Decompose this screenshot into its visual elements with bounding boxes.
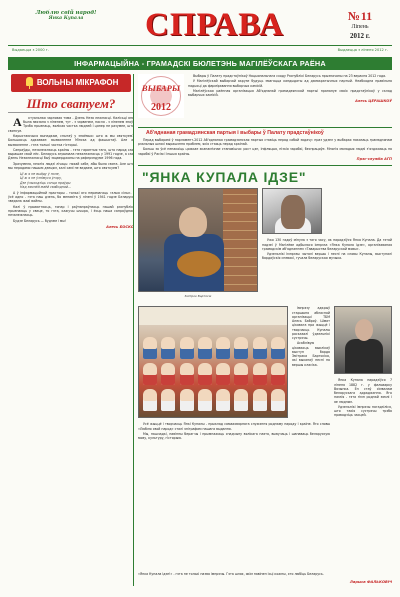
- paragraph: Мы, нашчадкі, павінны берагчы і прымнажаць спадчыну вялікага паэта, вывучаць і шанаваць беларускую мову, культуру, гісторыю.: [138, 431, 330, 441]
- masthead: [8, 6, 392, 56]
- issue-month: Ліпень: [351, 24, 369, 31]
- portrait-face: [281, 195, 305, 229]
- paragraph: Выбары ў Палату прадстаўнікоў Нацыянальнага сходу Рэспублікі Беларусь прызначаны на 23 верасня 2012 года.: [193, 74, 387, 78]
- photo-speaker: [334, 306, 392, 374]
- paragraph: А ў інфармацыйнай прасторы - толькі яго перамагаць «злыя сілы». І ўсё адно - гэта наш дзень, бо менавіта ў ліпені ў 1941 годзе Беларусь зведала жахі вайны.: [8, 190, 134, 204]
- paragraph: Янка Купала нарадзіўся 7 ліпеня 1882 г. у фальварку Вязынка. Ён стаў сімвалам беларускага адраджэння. Яго паэзія - гэта гімн роднай зямлі і яе людзям.: [334, 378, 392, 404]
- speaker-head: [355, 319, 373, 341]
- photo-audience: [138, 306, 288, 418]
- author-signature: Алесь БОСКО: [106, 224, 134, 229]
- section-divider: [138, 127, 392, 128]
- paragraph: Сапраўды, незалежнасць краіны - гэта гарантыя таго, што народ сам вырашае свой лёс. Беларусь атрымала незалежнасць у 1991 годзе, а сам Дзень Незалежнасці быў зацверджаны на рэферэндуме 1996 года.: [8, 147, 134, 161]
- motto: [18, 10, 114, 21]
- issue-info: [338, 8, 382, 41]
- paragraph: ктуальная чарговая тэма - Дзень Неза лежнасці. Калісьці яна была звязана з ліпенем, тут - з чэрвенем, пасля - з ліпенем зноў. Трэба прызнаць, вялікая частка людзей і цяпер не разумее, што святкуе.: [8, 116, 134, 133]
- paragraph: Перад выбарамі ў парламент-2012 Аб'яднаная грамадзянская партыя ставіць перад сабой задачу: праз удзел у выбарах паказаць грамадзянам рэальныя шляхі вырашэння праблем, якія стаяць перад краінай.: [138, 137, 392, 147]
- column-divider: [133, 74, 134, 586]
- rule-left-text: Выдаецца з 2000 г.: [12, 47, 49, 52]
- elections-text: [188, 74, 392, 103]
- paragraph: Калі ў прыватнасць, гонар і раўнапраўнасць нашай рэспублікі прызнаюць у свеце, то гэта, кажучы шчыра, і ёсць наша сапраўдная незалежнасць.: [8, 204, 134, 218]
- rubric-label: ВОЛЬНЫ МІКРАФОН: [36, 78, 119, 87]
- yanka-top-block: [138, 188, 392, 302]
- paragraph: Удзельнікі імпрэзы пагадзіліся, што такія сустрэчы трэба праводзіць часцей.: [334, 404, 392, 418]
- party-article: [138, 138, 392, 162]
- photo-caption: Змітрок Бартосік: [184, 294, 212, 299]
- dropcap-letter: А: [13, 115, 22, 129]
- elections-badge: [138, 74, 184, 118]
- yanka-headline: "ЯНКА КУПАЛА ІДЗЕ": [142, 169, 307, 186]
- paragraph: Больш за ўсё непакоіць цяжкае эканамічнае становішча: рост цэн, інфляцыя, нізкія заробкі, беспрацоўе. Многія маладыя людзі з'язджаюць на заробкі ў Расію і іншыя краіны.: [138, 147, 392, 156]
- person-head: [179, 207, 207, 237]
- party-headline: Аб'яднаная грамадзянская партыя і выбары ў Палату прадстаўнікоў: [146, 129, 324, 136]
- poem-quote: Ці ж я не выйду ў поле, Ці ж я не ўзнімуся ўгору, Дзе ўзыходзіць сонца праўды Над зямлёй маёй свабоднай...: [20, 172, 71, 189]
- paragraph: Магілёўская раённая арганізацыя Аб'яднанай грамадзянскай партыі прапануе сваіх прадстаўнікоў у склад выбарчых камісій.: [188, 88, 392, 98]
- issue-prefix: №: [347, 9, 360, 23]
- masthead-rule: [8, 45, 392, 54]
- left-column: [8, 74, 134, 584]
- yanka-signature: Ларыса ФАЛЬКОВІЧ: [349, 580, 392, 584]
- yanka-text-top: [262, 238, 392, 261]
- issue-number: 11: [360, 9, 373, 23]
- badge-year: 2012: [151, 102, 171, 113]
- badge-title: ВЫБАРЫ: [141, 83, 181, 93]
- yanka-text-bottom: [138, 422, 330, 441]
- article-body: [8, 116, 134, 229]
- paragraph: Імпрэзу адкрыў старшыня абласной арганізацыі ТБМ Алесь Баброў. Шмат цікавага пра жыццё і творчасць Купалы расказалі ўдзельнікі сустрэчы.: [292, 306, 330, 341]
- article-headline: Што сватуем?: [8, 95, 134, 113]
- issue-year: 2012 г.: [350, 32, 370, 40]
- party-signature: Прэс-служба АГП: [356, 156, 392, 161]
- paragraph: Удзельнікі імпрэзы чыталі вершы і песні на словы Купалы, выступалі бардаўскія спевакі, гучала беларуская музыка.: [262, 252, 392, 261]
- rule-right-text: Выдаецца з ліпеня 2012 г.: [337, 47, 388, 52]
- audience-row: [143, 337, 285, 359]
- photo-portrait: [262, 188, 322, 234]
- right-column: [138, 74, 392, 588]
- audience-row: [143, 389, 285, 411]
- newspaper-logo: СПРАВА: [145, 7, 285, 43]
- speaker-coat: [345, 339, 383, 374]
- paragraph: Карыстаючыся выпадкам, спытаў у знаёмых: што ж мы святкуем? Большасць адказвае: вызваленне Мінска ад фашыстаў. Але ж вызваленне - гэта толькі частка гісторыі.: [8, 134, 134, 147]
- paragraph: Усё жыццё і творчасць Янкі Купалы - прыклад самаахвярнага служэння роднаму народу і краіне. Яго словы «Люблю свой народ» сталі эпіграфам нашага выдання.: [138, 422, 330, 431]
- paragraph: У Магілёўскай выбарчай акрузе будуць змагацца кандыдаты ад дэмакратычных партый. Неабходна правільна падысці да фарміравання выбарчых камісій.: [188, 79, 392, 88]
- motto-text: Люблю свій народ!: [35, 10, 97, 16]
- hall-ceiling: [139, 307, 287, 325]
- paragraph: Зразумела, многія людзі лічаць: няхай сабе, абы было свята. Але што мы перадамо нашым дзецям, калі самі не ведаем, што святкуем?: [8, 161, 134, 170]
- paragraph: Ужо 130 гадоў мінула з таго часу, як нарадзіўся Янка Купала. Да гэтай падзеі ў Магілёве адбылася імпрэза «Янка Купала ідзе», арганізаваная грамадскім аб'яднаннем «Таварыства беларускай мовы».: [262, 238, 392, 251]
- microphone-icon: [26, 77, 33, 86]
- elections-section: [138, 74, 392, 124]
- motto-author: Янка Купала: [48, 16, 84, 22]
- yanka-footer: «Янка Купала ідзе!» - гэта не толькі назва імпрэзы. Гэта шлях, якім павінен ісці кожны, хто любіць Беларусь.: [138, 572, 324, 576]
- section-divider: [138, 165, 392, 166]
- elections-signature: Алесь ЦЕРАШКОЎ: [355, 98, 392, 103]
- audience-row: [143, 363, 285, 385]
- photo-bard-with-guitar: [138, 188, 258, 292]
- paragraph: Асаблівую цікавасць выклікаў выступ барда Змітрака Бартосіка, які выканаў песні на вершы класіка.: [292, 341, 330, 367]
- bookshelf: [223, 189, 257, 292]
- yanka-bottom-block: [138, 306, 392, 456]
- rubric-free-microphone: [11, 74, 131, 92]
- yanka-text-mid: [292, 306, 330, 368]
- tagline-bar: ІНФАРМАЦЫЙНА - ГРАМАДСКІ БЮЛЕТЭНЬ МАГІЛЁЎСКАГА РАЁНА: [8, 57, 392, 70]
- paragraph: Будзе Беларусь — будзем і мы!: [13, 218, 67, 223]
- yanka-text-right: [334, 378, 392, 418]
